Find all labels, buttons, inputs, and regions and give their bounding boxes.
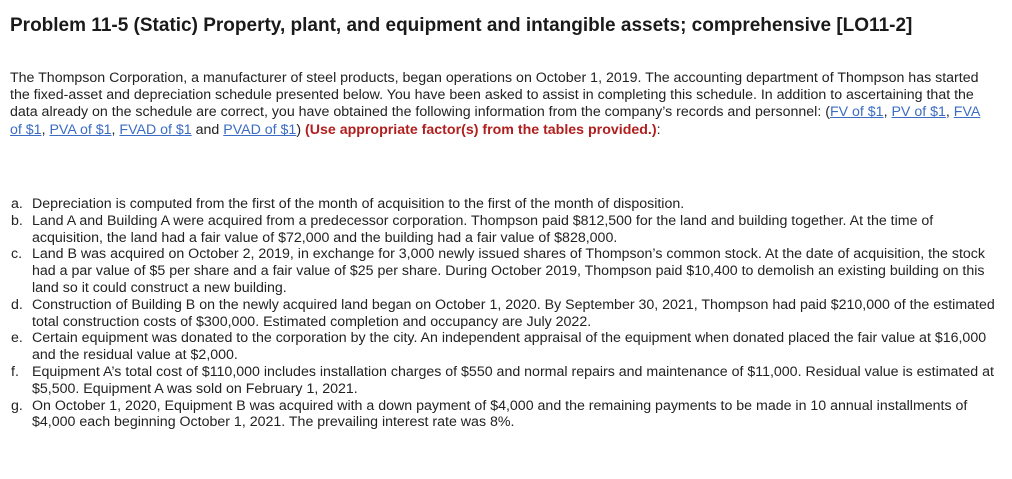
page-title: Problem 11-5 (Static) Property, plant, and equipment and intangible assets; comprehensive [LO11-2] xyxy=(10,15,913,36)
instruction-text: (Use appropriate factor(s) from the tables provided.) xyxy=(305,121,657,138)
item-letter: e. xyxy=(11,330,23,347)
fv-table-link[interactable]: FV of $1 xyxy=(829,104,884,121)
item-text: Certain equipment was donated to the corporation by the city. An independent appraisal of the equipment when donated placed the fair value at $16,000 and the residual value at $2,000. xyxy=(32,330,987,364)
intro-text: The Thompson Corporation, a manufacturer of steel products, began operations on October 1, 2019. The accounting department of Thompson has started the fixed-asset and depreciation schedule presented below. You have been asked to assist in completing this schedule. In addition to ascertaining that the data already on the schedule are correct, you have obtained the following information from the company’s records and personnel: ( xyxy=(10,70,979,121)
list-item xyxy=(10,297,1000,331)
item-text: Equipment A’s total cost of $110,000 includes installation charges of $550 and normal repairs and maintenance of $11,000. Residual value is estimated at $5,500. Equipment A was sold on February 1, 2021. xyxy=(32,363,994,397)
item-text: Construction of Building B on the newly acquired land began on October 1, 2020. By September 30, 2021, Thompson had paid $210,000 of the estimated total construction costs of $300,000. Estimated completion and occupancy are July 2022. xyxy=(32,296,995,330)
item-text: Land B was acquired on October 2, 2019, in exchange for 3,000 newly issued shares of Thompson’s common stock. At the date of acquisition, the stock had a par value of $5 per share and a fair value of $25 per share. During October 2019, Thompson paid $10,400 to demolish an existing building on this land so it could construct a new building. xyxy=(32,246,985,296)
list-item xyxy=(10,330,1000,364)
list-item xyxy=(10,246,1000,296)
item-letter: a. xyxy=(11,196,23,212)
item-letter: d. xyxy=(11,296,23,313)
list-item xyxy=(10,213,1000,247)
item-text: Depreciation is computed from the first of the month of acquisition to the first of the month of disposition. xyxy=(32,196,685,212)
information-list xyxy=(10,196,1000,431)
item-text: On October 1, 2020, Equipment B was acquired with a down payment of $4,000 and the remaining payments to be made in 10 annual installments of $4,000 each beginning October 1, 2021. The prevailing interest rate was 8%. xyxy=(32,397,968,431)
item-letter: f. xyxy=(11,363,19,380)
list-item xyxy=(10,196,1000,213)
fva-table-link[interactable]: FVA of $1 xyxy=(10,104,981,138)
list-item xyxy=(10,398,1000,432)
pv-table-link[interactable]: PV of $1 xyxy=(891,104,946,121)
item-letter: c. xyxy=(11,246,23,263)
item-letter: g. xyxy=(11,397,23,414)
list-item xyxy=(10,364,1000,398)
item-letter: b. xyxy=(11,212,23,229)
pvad-table-link[interactable]: PVAD of $1 xyxy=(223,121,297,138)
pva-table-link[interactable]: PVA of $1 xyxy=(49,121,112,138)
fvad-table-link[interactable]: FVAD of $1 xyxy=(119,121,192,138)
intro-paragraph: The Thompson Corporation, a manufacturer of steel products, began operations on October 1, 2019. The accounting department of Thompson has started the fixed-asset and depreciation schedule presented below. You have been asked to assist in completing this schedule. In addition to ascertaining that the data already on the schedule are correct, you have obtained the following information from the company’s records and personnel: (FV of $1, PV of $1, FVA of $1, PVA of $1, FVAD of $1 and PVAD of $1) (Use appropriate factor(s) from the tables provided.): xyxy=(10,70,981,138)
item-text: Land A and Building A were acquired from a predecessor corporation. Thompson paid $812,500 for the land and building together. At the time of acquisition, the land had a fair value of $72,000 and the building had a fair value of $828,000. xyxy=(32,212,934,246)
